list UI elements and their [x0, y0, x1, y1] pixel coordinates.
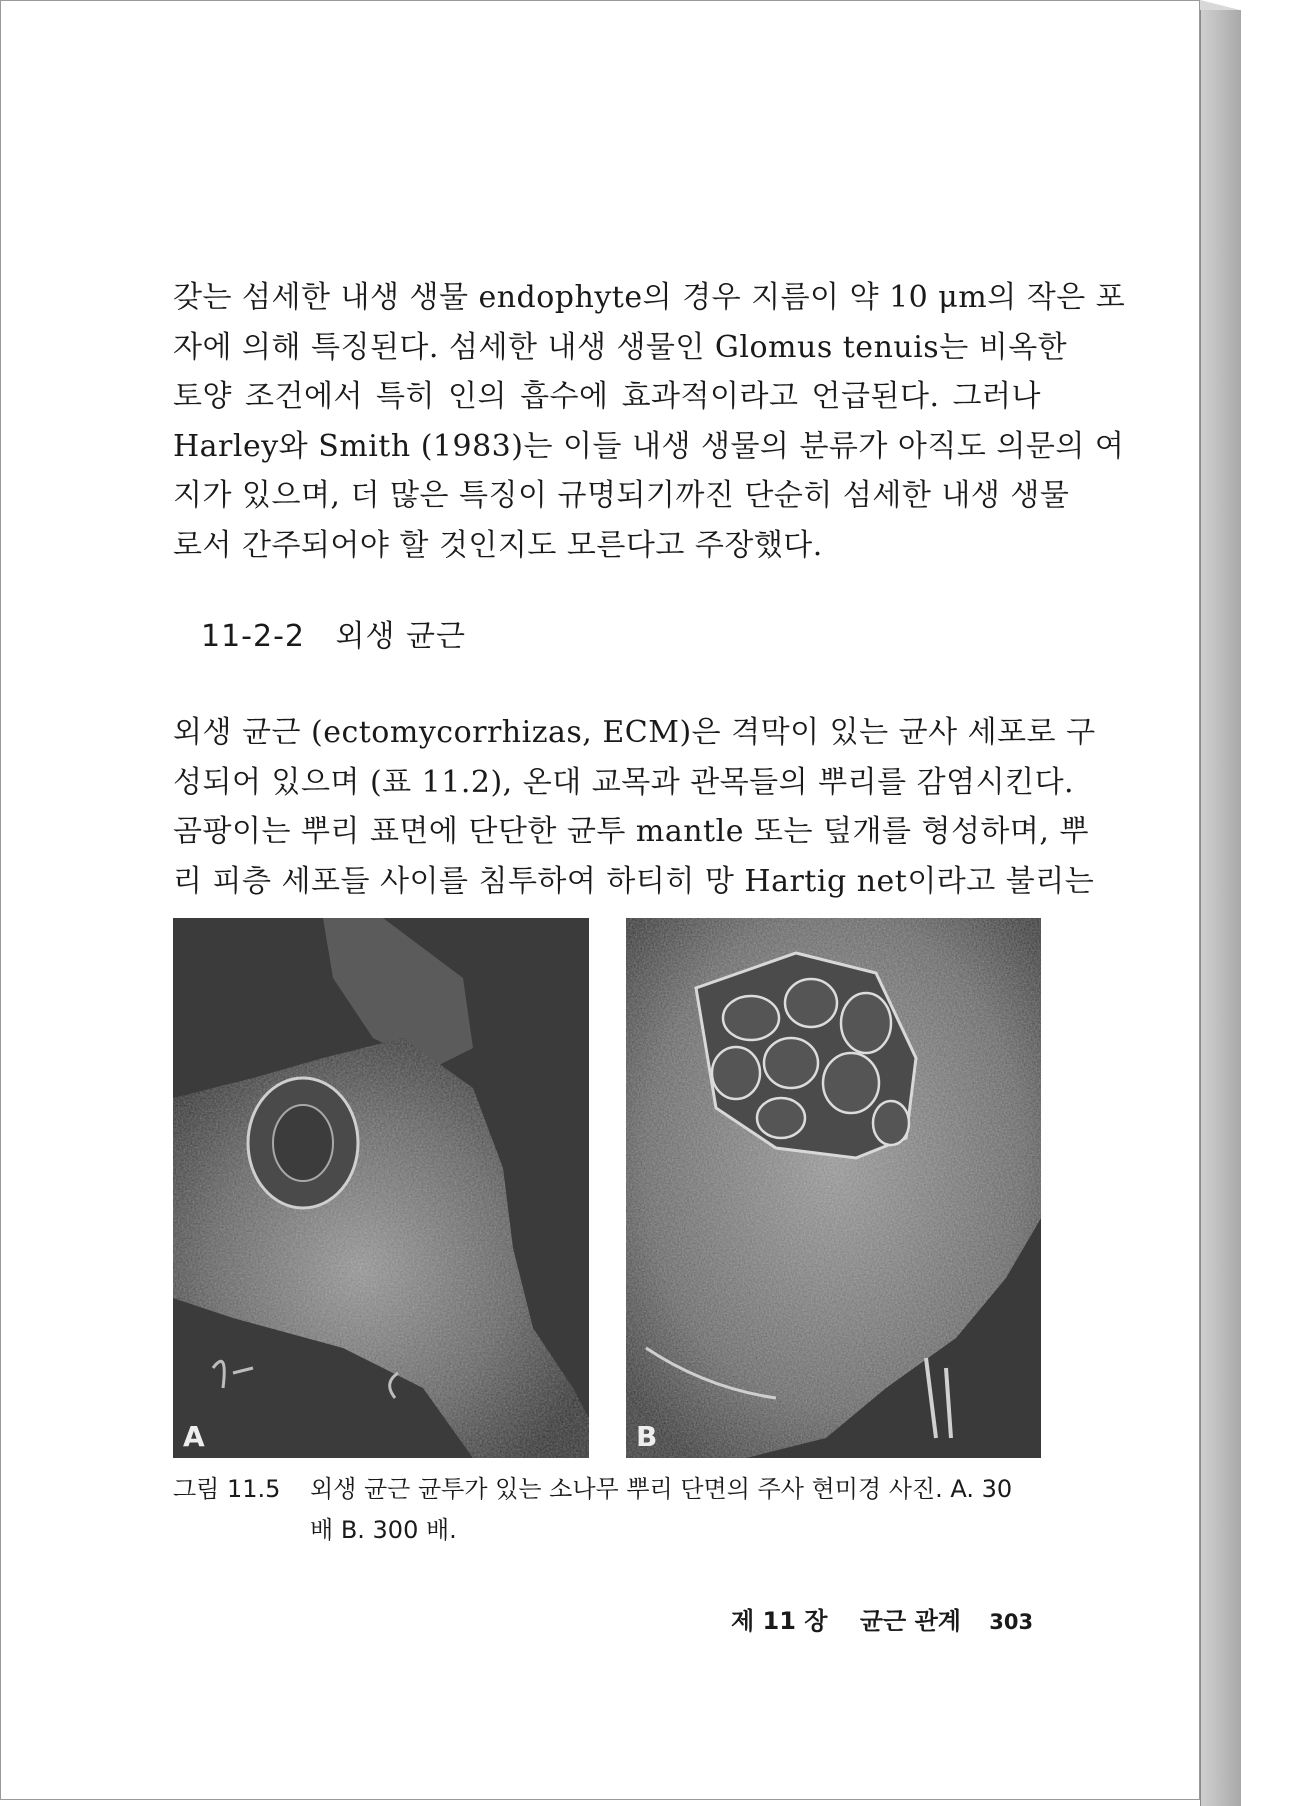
section-title: 외생 균근 [335, 619, 467, 654]
text-line: 외생 균근 (ectomycorrhizas, ECM)은 격막이 있는 균사 세포로 구 [173, 715, 1096, 750]
micrograph-a-image [173, 918, 589, 1458]
text-line: 갖는 섬세한 내생 생물 endophyte의 경우 지름이 약 10 μm의 작은 포 [173, 280, 1126, 315]
text-line: 자에 의해 특징된다. 섬세한 내생 생물인 Glomus tenuis는 비옥한 [173, 329, 1068, 365]
text-line: 로서 간주되어야 할 것인지도 모른다고 주장했다. [173, 527, 823, 563]
caption-text-line-2: 배 B. 300 배. [310, 1516, 457, 1544]
chapter-number: 제 11 장 [731, 1607, 828, 1635]
micrograph-panel-a [173, 918, 589, 1458]
text-line: 곰팡이는 뿌리 표면에 단단한 균투 mantle 또는 덮개를 형성하며, 뿌 [173, 814, 1089, 849]
figure-number: 그림 11.5 [173, 1475, 281, 1503]
section-heading [201, 611, 466, 655]
page-stack-edge [1200, 10, 1241, 1806]
body-paragraph-1 [173, 273, 1126, 570]
caption-text-line-1: 외생 균근 균투가 있는 소나무 뿌리 단면의 주사 현미경 사진. A. 30 [310, 1475, 1013, 1503]
body-paragraph-2 [173, 708, 1096, 906]
text-line: Harley와 Smith (1983)는 이들 내생 생물의 분류가 아직도 의문의 여 [173, 428, 1125, 464]
chapter-title: 균근 관계 [859, 1607, 961, 1635]
page-footer [731, 1601, 1033, 1636]
text-line: 토양 조건에서 특히 인의 흡수에 효과적이라고 언급된다. 그러나 [173, 379, 1041, 414]
panel-a-label: A [183, 1420, 205, 1453]
figure-caption [173, 1469, 1043, 1551]
page-number: 303 [989, 1610, 1034, 1634]
micrograph-panel-b [626, 918, 1041, 1458]
micrograph-b-image [626, 918, 1041, 1458]
panel-b-label: B [636, 1420, 658, 1453]
section-number: 11-2-2 [201, 619, 305, 654]
text-line: 성되어 있으며 (표 11.2), 온대 교목과 관목들의 뿌리를 감염시킨다. [173, 764, 1075, 800]
text-line: 리 피층 세포들 사이를 침투하여 하티히 망 Hartig net이라고 불리는 [173, 863, 1095, 899]
text-line: 지가 있으며, 더 많은 특징이 규명되기까진 단순히 섬세한 내생 생물 [173, 478, 1070, 513]
page-stack-edge-top [1200, 0, 1240, 10]
